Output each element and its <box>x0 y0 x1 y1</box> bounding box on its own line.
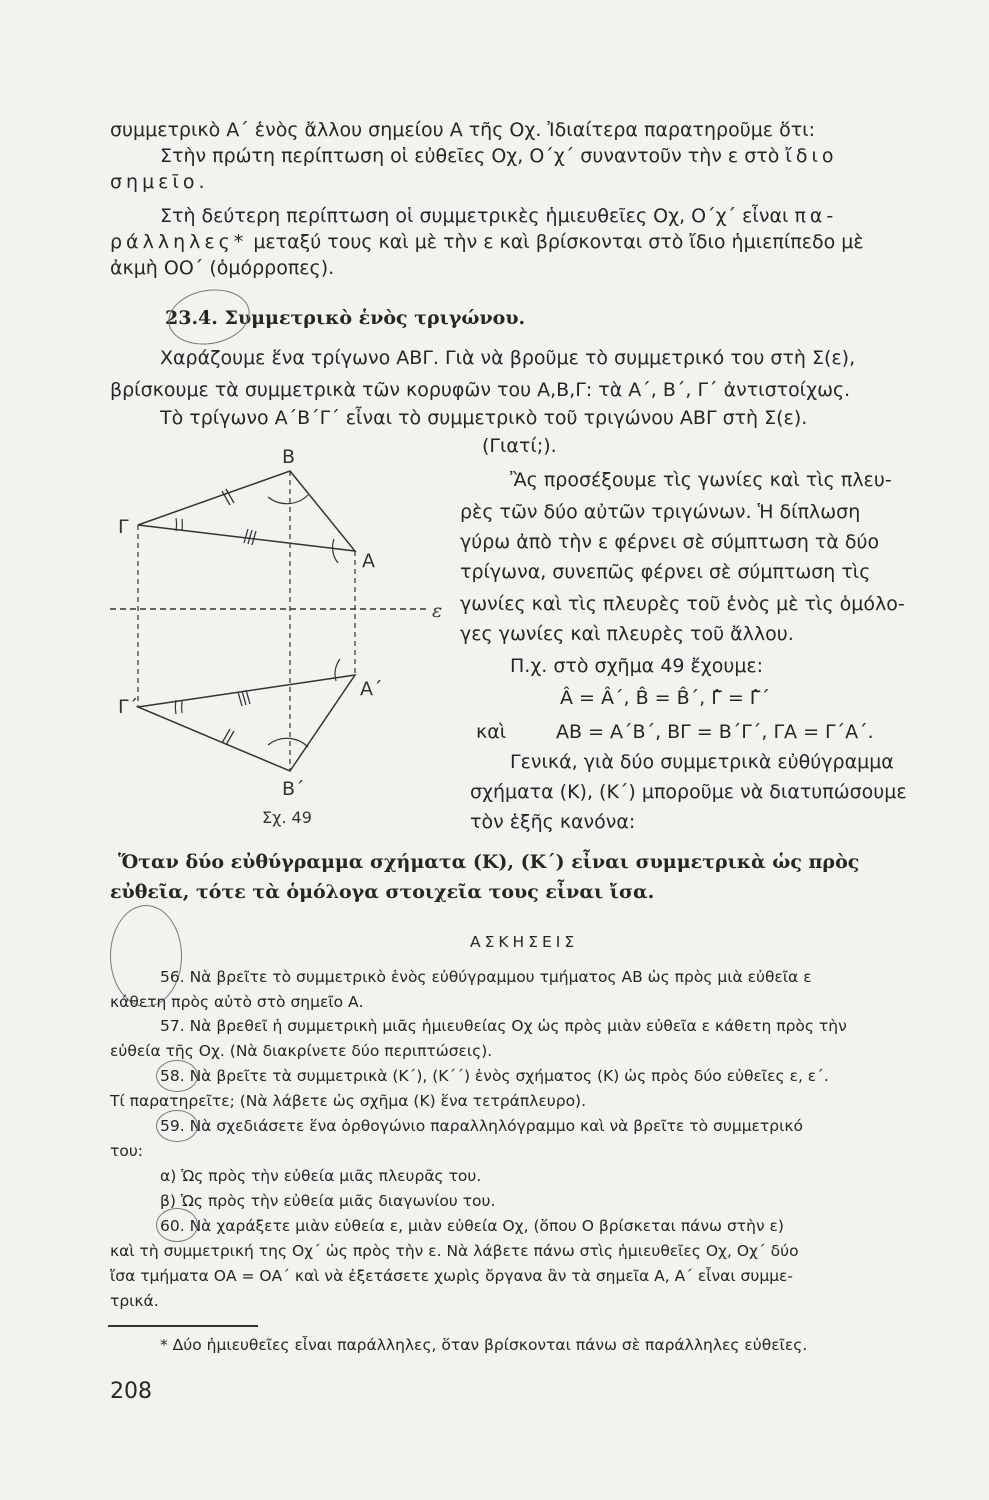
text-line: συμμετρικὸ Α΄ ἑνὸς ἄλλου σημείου Α τῆς Οχ. Ἰδιαίτερα παρατηροῦμε ὅτι: <box>110 119 815 141</box>
emphasized-word: ράλληλες* <box>110 231 248 253</box>
pencil-circle <box>164 283 254 350</box>
footnote-divider <box>108 1325 258 1327</box>
section-number: 23.4. <box>165 307 218 329</box>
pencil-circle <box>156 1060 198 1092</box>
section-title: Συμμετρικὸ ἑνὸς τριγώνου. <box>224 307 526 329</box>
label-a: Α <box>362 550 375 572</box>
text-line: Τὸ τρίγωνο Α΄Β΄Γ΄ εἶναι τὸ συμμετρικὸ τοῦ τριγώνου ΑΒΓ στὴ Σ(ε). <box>160 407 808 429</box>
text-line <box>160 204 837 228</box>
text-line <box>160 144 838 168</box>
label-a-prime: Α΄ <box>360 678 383 700</box>
exercise-56-cont: κάθετη πρὸς αὐτὸ στὸ σημεῖο Α. <box>110 993 364 1011</box>
equation-sides: ΑΒ = Α΄Β΄, ΒΓ = Β΄Γ΄, ΓΑ = Γ΄Α΄. <box>556 721 874 743</box>
label-b: Β <box>282 446 296 468</box>
text-line: Γενικά, γιὰ δύο συμμετρικὰ εὐθύγραμμα <box>510 751 894 773</box>
exercise-59-a: α) Ὡς πρὸς τὴν εὐθεία μιᾶς πλευρᾶς του. <box>160 1167 482 1185</box>
text-line: γες γωνίες καὶ πλευρὲς τοῦ ἄλλου. <box>460 623 794 645</box>
triangle-abg-prime <box>138 675 355 771</box>
label-g: Γ <box>118 516 129 538</box>
text-span: Στὴν πρώτη περίπτωση οἱ εὐθεῖες Οχ, Ο΄χ΄ συναντοῦν τὴν ε στὸ <box>160 145 780 167</box>
exercise-59: 59. Νὰ σχεδιάσετε ἕνα ὀρθογώνιο παραλληλόγραμμο καὶ νὰ βρεῖτε τὸ συμμετρικό <box>160 1117 803 1135</box>
rule-line-1: Ὅταν δύο εὐθύγραμμα σχήματα (Κ), (Κ΄) εἶναι συμμετρικὰ ὡς πρὸς <box>118 851 860 873</box>
label-epsilon: ε <box>432 600 443 622</box>
emphasized-word: ἴδιο <box>785 145 838 167</box>
text-line: σχήματα (Κ), (Κ΄) μποροῦμε νὰ διατυπώσουμε <box>470 781 907 803</box>
pencil-circle <box>156 1208 198 1242</box>
exercise-57-cont: εὐθεία τῆς Οχ. (Νὰ διακρίνετε δύο περιπτώσεις). <box>110 1042 493 1060</box>
label-g-prime: Γ΄ <box>118 696 139 718</box>
footnote: * Δύο ἡμιευθεῖες εἶναι παράλληλες, ὅταν βρίσκονται πάνω σὲ παράλληλες εὐθεῖες. <box>160 1336 808 1354</box>
text-line <box>110 230 864 254</box>
text-span: Στὴ δεύτερη περίπτωση οἱ συμμετρικὲς ἡμιευθεῖες Οχ, Ο΄χ΄ εἶναι <box>160 205 789 227</box>
text-line: Ἂς προσέξουμε τὶς γωνίες καὶ τὶς πλευ- <box>510 469 892 491</box>
text-line: (Γιατί;). <box>482 435 557 457</box>
exercise-58-cont: Τί παρατηρεῖτε; (Νὰ λάβετε ὡς σχῆμα (Κ) ἕνα τετράπλευρο). <box>110 1092 587 1110</box>
text-span: μεταξύ τους καὶ μὲ τὴν ε καὶ βρίσκονται στὸ ἴδιο ἡμιεπίπεδο μὲ <box>247 231 864 253</box>
text-line: τρίγωνα, συνεπῶς φέρνει σὲ σύμπτωση τὶς <box>460 561 871 583</box>
exercises-heading: ΑΣΚΗΣΕΙΣ <box>470 933 579 951</box>
equation-angles: Â = Â΄, B̂ = B̂΄, Γ̂ = Γ̂΄ <box>560 687 770 709</box>
exercise-60: 60. Νὰ χαράξετε μιὰν εὐθεία ε, μιὰν εὐθεία Οχ, (ὅπου Ο βρίσκεται πάνω στὴν ε) <box>160 1217 784 1235</box>
text-line: Χαράζουμε ἕνα τρίγωνο ΑΒΓ. Γιὰ νὰ βροῦμε τὸ συμμετρικό του στὴ Σ(ε), <box>160 347 856 369</box>
rule-line-2: εὐθεῖα, τότε τὰ ὁμόλογα στοιχεῖα τους εἶναι ἴσα. <box>110 881 655 903</box>
text-line: ρὲς τῶν δύο αὐτῶν τριγώνων. Ἡ δίπλωση <box>460 501 861 523</box>
exercise-58: 58. Νὰ βρεῖτε τὰ συμμετρικὰ (Κ΄), (Κ΄΄) ἑνὸς σχήματος (Κ) ὡς πρὸς δύο εὐθεῖες ε, ε΄. <box>160 1067 829 1085</box>
pencil-circle <box>156 1110 198 1142</box>
exercise-60-cont: ἴσα τμήματα ΟΑ = ΟΑ΄ καὶ νὰ ἐξετάσετε χωρὶς ὄργανα ἂν τὰ σημεῖα Α, Α΄ εἶναι συμμε- <box>110 1267 794 1285</box>
text-line: Π.χ. στὸ σχῆμα 49 ἔχουμε: <box>510 655 764 677</box>
exercise-60-cont: τρικά. <box>110 1292 159 1310</box>
emphasized-word: σημεῖο. <box>110 171 209 193</box>
label-b-prime: Β΄ <box>282 778 305 800</box>
emphasized-word: πα- <box>794 205 838 227</box>
tick-marks <box>222 489 256 745</box>
exercise-57: 57. Νὰ βρεθεῖ ἡ συμμετρικὴ μιᾶς ἡμιευθείας Οχ ὡς πρὸς μιὰν εὐθεῖα ε κάθετη πρὸς τὴν <box>160 1017 847 1035</box>
exercise-60-cont: καὶ τὴ συμμετρική της Οχ΄ ὡς πρὸς τὴν ε. Νὰ λάβετε πάνω στὶς ἡμιευθεῖες Οχ, Οχ΄ δύο <box>110 1242 799 1260</box>
text-line: τὸν ἑξῆς κανόνα: <box>470 811 636 833</box>
exercise-59-cont: του: <box>110 1142 144 1160</box>
text-line: βρίσκουμε τὰ συμμετρικὰ τῶν κορυφῶν του Α,Β,Γ: τὰ Α΄, Β΄, Γ΄ ἀντιστοίχως. <box>110 379 851 401</box>
text-line: ἀκμὴ ΟΟ΄ (ὁμόρροπες). <box>110 257 335 279</box>
text-line: γύρω ἀπὸ τὴν ε φέρνει σὲ σύμπτωση τὰ δύο <box>460 531 880 553</box>
triangle-abg <box>138 471 355 551</box>
text-line: γωνίες καὶ τὶς πλευρὲς τοῦ ἑνὸς μὲ τὶς ὁμόλο- <box>460 593 905 615</box>
exercise-59-b: β) Ὡς πρὸς τὴν εὐθεία μιᾶς διαγωνίου του. <box>160 1192 496 1210</box>
page-number: 208 <box>110 1379 152 1404</box>
equation-and: καὶ <box>476 721 507 743</box>
exercise-56: 56. Νὰ βρεῖτε τὸ συμμετρικὸ ἑνὸς εὐθύγραμμου τμήματος ΑΒ ὡς πρὸς μιὰ εὐθεῖα ε <box>160 968 812 986</box>
figure-49 <box>110 445 470 835</box>
figure-caption: Σχ. 49 <box>262 808 312 827</box>
